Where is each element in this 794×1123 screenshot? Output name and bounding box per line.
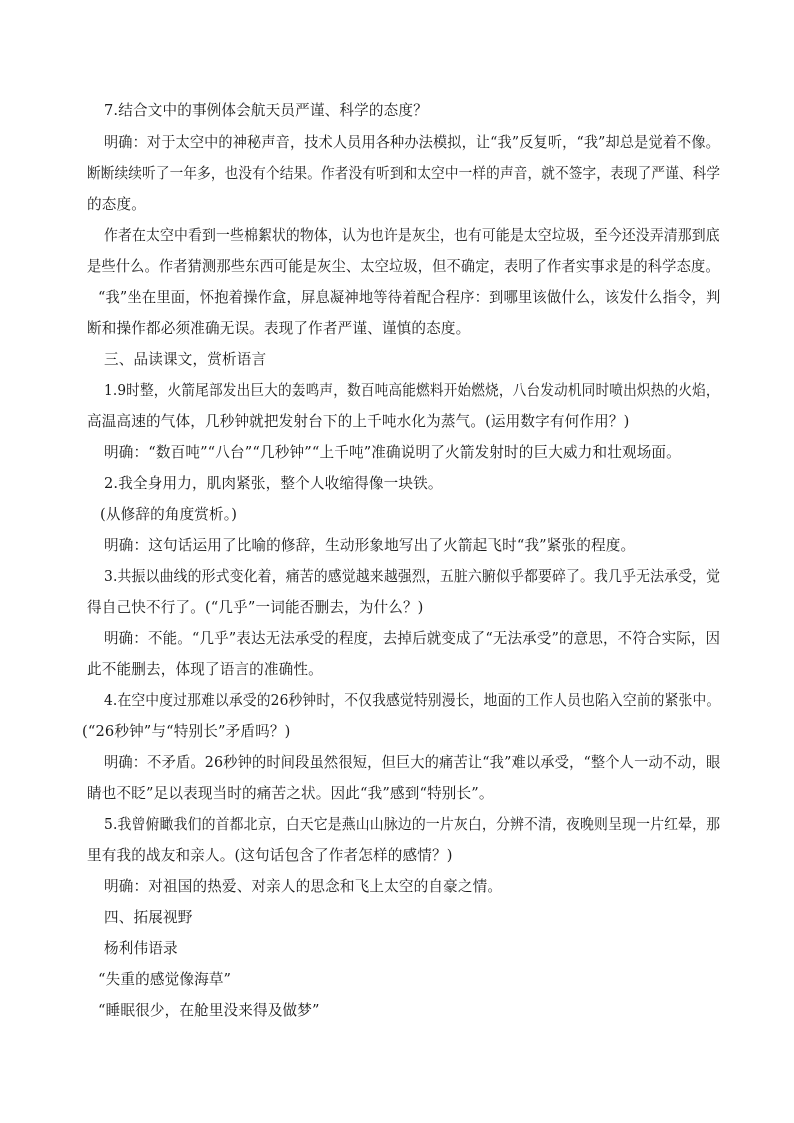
- item-3-answer-line-1: 明确：不能。“几乎”表达无法承受的程度，去掉后就变成了“无法承受”的意思，不符合实际，因: [104, 630, 721, 647]
- item-4-answer-line-1: 明确：不矛盾。26秒钟的时间段虽然很短，但巨大的痛苦让“我”难以承受，“整个人一动不动，眼: [104, 754, 721, 771]
- item-1-line-1: 1.9时整，火箭尾部发出巨大的轰鸣声，数百吨高能燃料开始燃烧，八台发动机同时喷出炽热的火焰，: [104, 382, 720, 399]
- item-5-line-1: 5.我曾俯瞰我们的首都北京，白天它是燕山山脉边的一片灰白，分辨不清，夜晚则呈现一片红晕，那: [104, 816, 721, 833]
- answer-7-para-3-line-2: 断和操作都必须准确无误。表现了作者严谨、谨慎的态度。: [87, 320, 471, 337]
- answer-7-para-2-line-1: 作者在太空中看到一些棉絮状的物体，认为也许是灰尘，也有可能是太空垃圾，至今还没弄清那到底: [104, 227, 720, 244]
- quote-2: “睡眠很少，在舱里没来得及做梦”: [98, 1002, 320, 1019]
- question-7: 7.结合文中的事例体会航天员严谨、科学的态度？: [104, 102, 428, 119]
- item-4-line-1: 4.在空中度过那难以承受的26秒钟时，不仅我感觉特别漫长，地面的工作人员也陷入空前的紧张中。: [104, 692, 721, 709]
- item-4-line-2: (“26秒钟”与“特别长”矛盾吗？): [82, 723, 291, 740]
- answer-7-line-3: 的态度。: [87, 196, 146, 213]
- item-2-line-2: (从修辞的角度赏析。): [100, 506, 238, 523]
- item-4-answer-line-2: 睛也不眨”足以表现当时的痛苦之状。因此“我”感到“特别长”。: [87, 785, 494, 802]
- answer-7-line-1: 明确：对于太空中的神秘声音，技术人员用各种办法模拟，让“我”反复听，“我”却总是觉着不像。: [104, 134, 720, 151]
- answer-7-para-3-line-1: “我”坐在里面，怀抱着操作盒，屏息凝神地等待着配合程序：到哪里该做什么，该发什么指令，判: [98, 289, 721, 306]
- item-2-line-1: 2.我全身用力，肌肉紧张，整个人收缩得像一块铁。: [104, 475, 443, 492]
- item-5-line-2: 里有我的战友和亲人。(这句话包含了作者怎样的感情？): [87, 847, 453, 864]
- item-5-answer: 明确：对祖国的热爱、对亲人的思念和飞上太空的自豪之情。: [104, 878, 503, 895]
- answer-7-para-2-line-2: 是些什么。作者猜测那些东西可能是灰尘、太空垃圾，但不确定，表明了作者实事求是的科学态度。: [87, 258, 720, 275]
- item-3-line-2: 得自己快不行了。(“几乎”一词能否删去，为什么？): [87, 599, 424, 616]
- item-3-answer-line-2: 此不能删去，体现了语言的准确性。: [87, 661, 323, 678]
- item-3-line-1: 3.共振以曲线的形式变化着，痛苦的感觉越来越强烈，五脏六腑似乎都要碎了。我几乎无法承受，觉: [104, 568, 721, 585]
- section-4-heading: 四、拓展视野: [104, 909, 193, 926]
- quote-1: “失重的感觉像海草”: [98, 971, 232, 988]
- quotes-title: 杨利伟语录: [104, 940, 178, 957]
- section-3-heading: 三、品读课文，赏析语言: [104, 351, 267, 368]
- item-2-answer: 明确：这句话运用了比喻的修辞，生动形象地写出了火箭起飞时“我”紧张的程度。: [104, 537, 636, 554]
- item-1-line-2: 高温高速的气体，几秒钟就把发射台下的上千吨水化为蒸气。(运用数字有何作用？): [87, 413, 630, 430]
- answer-7-line-2: 断断续续听了一年多，也没有个结果。作者没有听到和太空中一样的声音，就不签字，表现了严谨、科学: [87, 165, 721, 182]
- item-1-answer: 明确：“数百吨”“八台”“几秒钟”“上千吨”准确说明了火箭发射时的巨大威力和壮观场面。: [104, 444, 681, 461]
